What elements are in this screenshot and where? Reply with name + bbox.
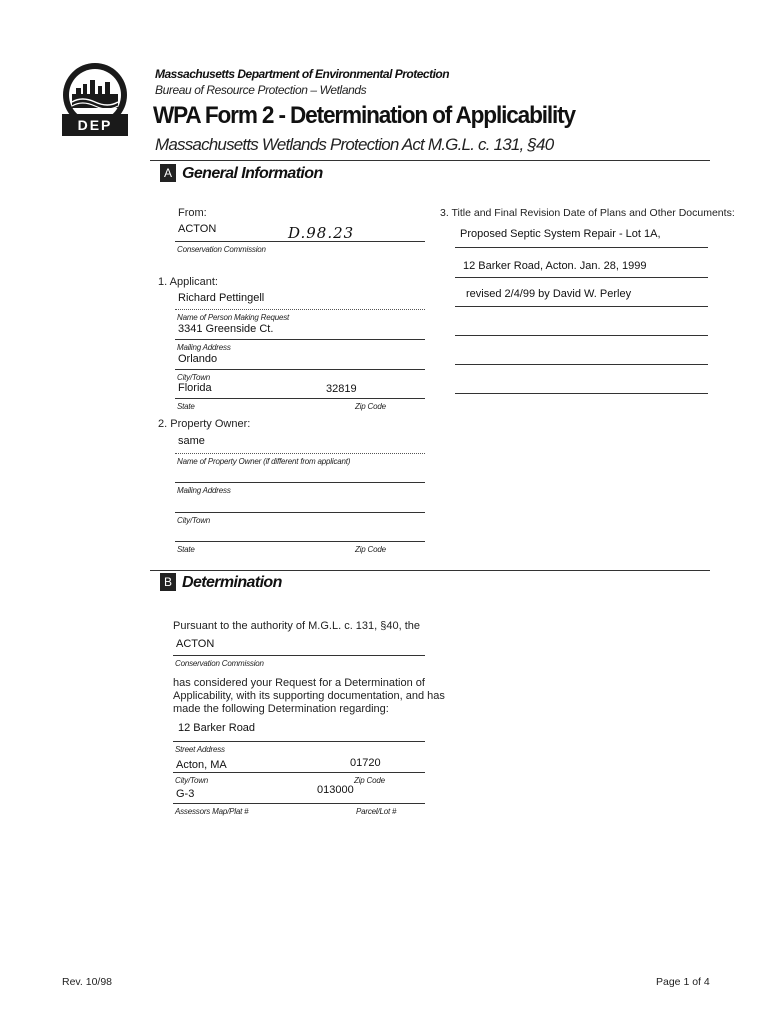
owner-name-caption: Name of Property Owner (if different from applicant) [177, 457, 351, 466]
section-a-title: General Information [182, 165, 323, 182]
city-value: Acton, MA [176, 759, 227, 771]
plans-rule-2 [455, 277, 708, 278]
section-a-badge: A [160, 164, 176, 182]
city-caption: City/Town [177, 373, 211, 382]
plans-label: 3. Title and Final Revision Date of Plans and Other Documents: [440, 207, 735, 219]
owner-state-line [175, 541, 425, 542]
plans-line-3: revised 2/4/99 by David W. Perley [466, 288, 632, 300]
map-value: G-3 [176, 788, 195, 800]
header-rule [150, 160, 710, 161]
dep-logo [60, 62, 130, 142]
owner-mailing-caption: Mailing Address [177, 486, 231, 495]
agency-name: Massachusetts Department of Environmental Protection [155, 67, 450, 81]
owner-zip-caption: Zip Code [355, 545, 386, 554]
handwritten-number: D.98.23 [288, 224, 355, 242]
from-line [175, 241, 425, 242]
map-caption: Assessors Map/Plat # [175, 807, 249, 816]
commission-line [173, 655, 425, 656]
city-caption-b: City/Town [175, 776, 209, 785]
owner-state-caption: State [177, 545, 195, 554]
applicant-name-caption: Name of Person Making Request [177, 313, 290, 322]
owner-label: 2. Property Owner: [158, 418, 251, 430]
plans-rule-3 [455, 306, 708, 307]
section-b-title: Determination [182, 574, 282, 591]
applicant-state: Florida [178, 382, 212, 394]
owner-name-line [175, 453, 425, 454]
owner-mailing-line [175, 482, 425, 483]
logo-text: DEP [77, 117, 113, 133]
street-value: 12 Barker Road [178, 722, 256, 734]
owner-city-caption: City/Town [177, 516, 211, 525]
plans-rule-6 [455, 393, 708, 394]
applicant-state-line [175, 398, 425, 399]
applicant-city: Orlando [178, 353, 218, 365]
applicant-mailing: 3341 Greenside Ct. [178, 323, 274, 335]
zip-caption: Zip Code [355, 402, 386, 411]
applicant-mailing-line [175, 339, 425, 340]
applicant-name-line [175, 309, 425, 310]
plans-rule-4 [455, 335, 708, 336]
footer-page: Page 1 of 4 [656, 976, 710, 988]
parcel-value: 013000 [317, 784, 354, 796]
plans-rule-5 [455, 364, 708, 365]
applicant-zip: 32819 [326, 383, 357, 395]
owner-name: same [178, 435, 205, 447]
plans-rule-1 [455, 247, 708, 248]
conservation-commission-caption: Conservation Commission [177, 245, 266, 254]
considered-line-1: has considered your Request for a Determination of [173, 677, 425, 689]
map-line [173, 803, 425, 804]
section-b-badge: B [160, 573, 176, 591]
owner-city-line [175, 512, 425, 513]
plans-line-2: 12 Barker Road, Acton. Jan. 28, 1999 [463, 260, 647, 272]
street-line [173, 741, 425, 742]
applicant-name: Richard Pettingell [178, 292, 265, 304]
form-title: WPA Form 2 - Determination of Applicability [153, 102, 575, 129]
commission-caption: Conservation Commission [175, 659, 264, 668]
considered-line-2: Applicability, with its supporting documentation, and has [173, 690, 445, 702]
bureau-name: Bureau of Resource Protection – Wetlands [155, 83, 367, 97]
zip-value: 01720 [350, 757, 381, 769]
parcel-caption: Parcel/Lot # [356, 807, 397, 816]
commission-value: ACTON [176, 638, 215, 650]
section-b-rule [150, 570, 710, 571]
street-caption: Street Address [175, 745, 225, 754]
city-line [173, 772, 425, 773]
applicant-city-line [175, 369, 425, 370]
from-value: ACTON [178, 223, 217, 235]
pursuant-text: Pursuant to the authority of M.G.L. c. 131, §40, the [173, 620, 421, 632]
from-label: From: [178, 207, 207, 219]
applicant-label: 1. Applicant: [158, 276, 218, 288]
considered-line-3: made the following Determination regarding: [173, 703, 389, 715]
plans-line-1: Proposed Septic System Repair - Lot 1A, [460, 228, 661, 240]
act-title: Massachusetts Wetlands Protection Act M.G.L. c. 131, §40 [155, 135, 554, 154]
zip-caption-b: Zip Code [354, 776, 385, 785]
mailing-caption: Mailing Address [177, 343, 231, 352]
footer-revision: Rev. 10/98 [62, 976, 113, 988]
state-caption: State [177, 402, 195, 411]
